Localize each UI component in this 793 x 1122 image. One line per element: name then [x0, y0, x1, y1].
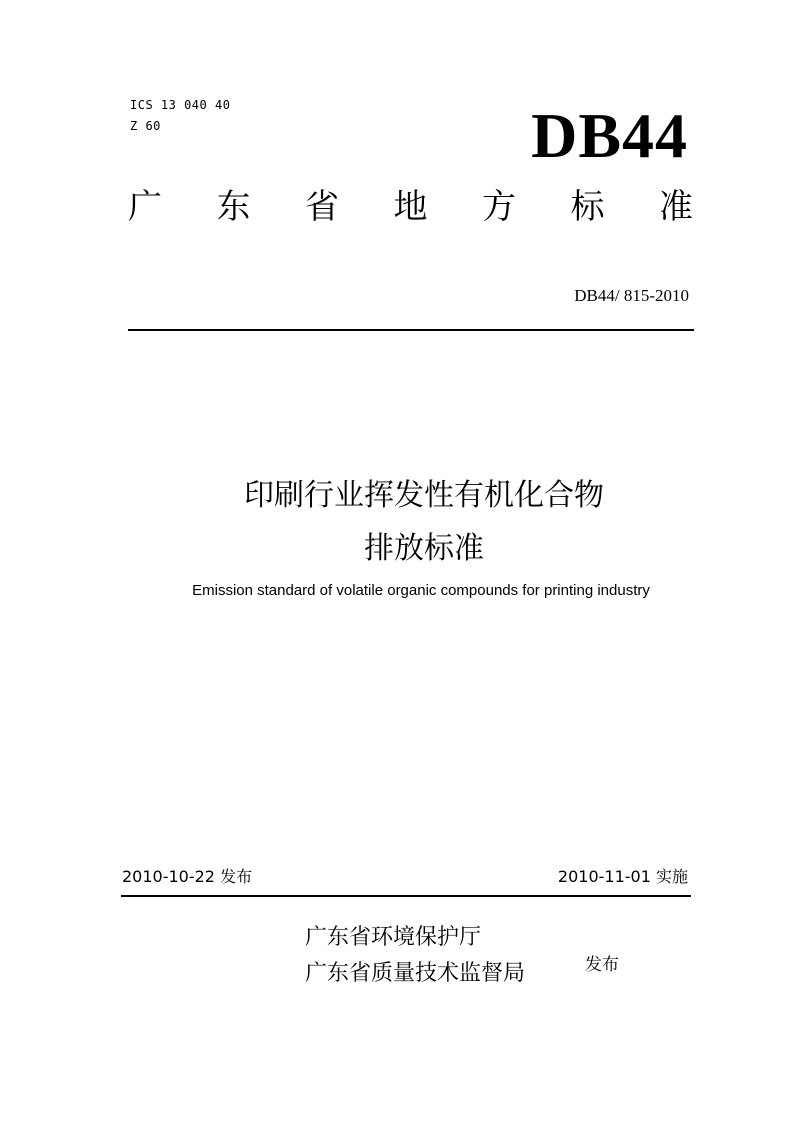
header-divider [128, 329, 694, 331]
implementation-date: 2010-11-01 实施 [557, 867, 688, 886]
issue-date: 2010-10-22 发布 [122, 867, 253, 886]
standard-type-char: 方 [482, 187, 516, 227]
publish-label: 发布 [585, 955, 619, 975]
standard-type-char: 省 [305, 187, 339, 227]
standard-type-char: 东 [216, 187, 251, 227]
standard-number: DB44/ 815-2010 [574, 286, 689, 305]
standard-type [128, 187, 693, 227]
standard-type-char: 准 [659, 187, 693, 227]
document-title-line-2: 排放标准 [364, 531, 484, 566]
standard-mark: DB44 [531, 100, 688, 171]
standard-type-char: 标 [570, 187, 605, 227]
ics-code: ICS 13 040 40 [130, 98, 231, 112]
issuer-organization: 广东省质量技术监督局 [305, 961, 526, 986]
classification-code: Z 60 [130, 119, 161, 133]
document-title-english: Emission standard of volatile organic compounds for printing industry [192, 582, 650, 599]
footer-divider [121, 895, 691, 897]
standard-type-char: 广 [128, 187, 162, 227]
standard-type-char: 地 [393, 187, 428, 227]
document-title-line-1: 印刷行业挥发性有机化合物 [244, 478, 604, 513]
issuer-organization: 广东省环境保护厅 [305, 925, 482, 950]
